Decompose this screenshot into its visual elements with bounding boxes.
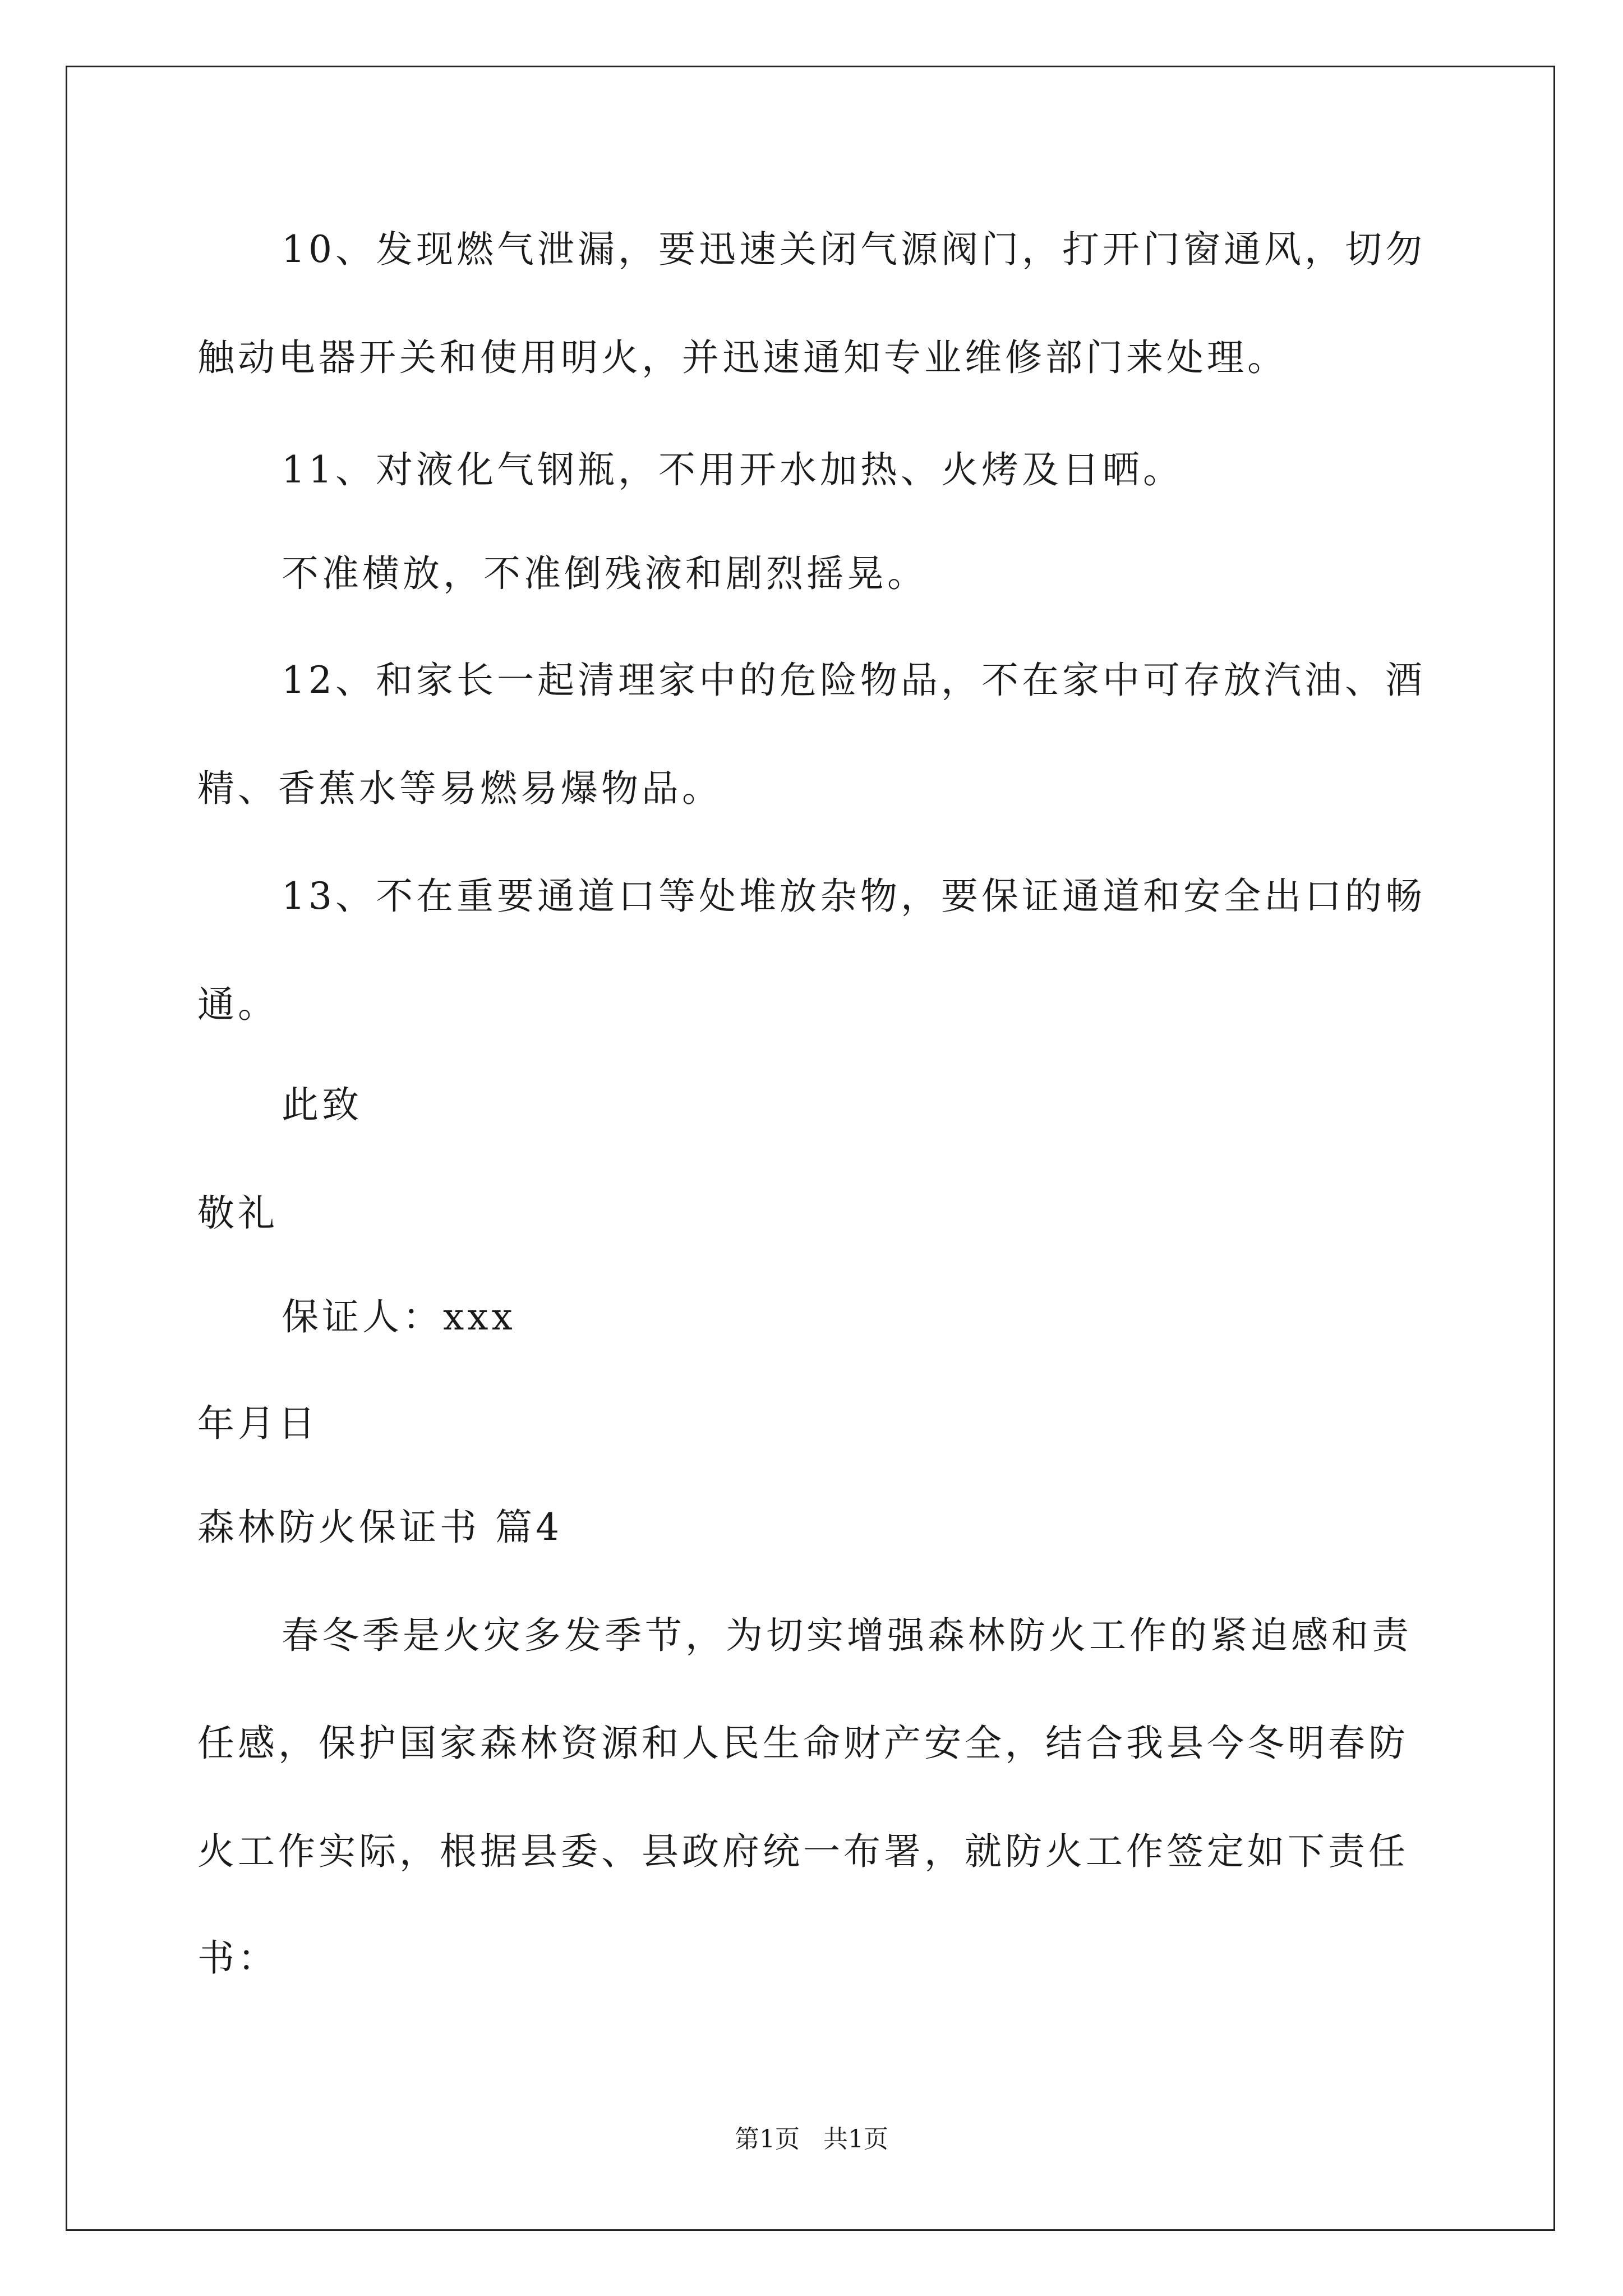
paragraph-line: 不准横放，不准倒残液和剧烈摇晃。: [282, 552, 928, 595]
paragraph-line: 12、和家长一起清理家中的危险物品，不在家中可存放汽油、酒: [282, 659, 1426, 702]
paragraph-line: 触动电器开关和使用明火，并迅速通知专业维修部门来处理。: [197, 336, 1288, 379]
date-line: 年月日: [197, 1402, 319, 1445]
paragraph-line: 通。: [197, 983, 278, 1026]
page-footer: 第1页 共1页: [735, 2125, 888, 2154]
section-heading: 森林防火保证书 篇4: [197, 1506, 562, 1549]
paragraph-line: 11、对液化气钢瓶，不用开水加热、火烤及日晒。: [282, 448, 1183, 491]
paragraph-line: 任感，保护国家森林资源和人民生命财产安全，结合我县今冬明春防: [197, 1722, 1409, 1765]
page-border: [66, 66, 1555, 2231]
guarantor-line: 保证人：xxx: [282, 1295, 516, 1338]
closing-respect: 敬礼: [197, 1191, 278, 1235]
closing-salutation: 此致: [282, 1083, 362, 1126]
paragraph-line: 13、不在重要通道口等处堆放杂物，要保证通道和安全出口的畅: [282, 875, 1426, 918]
paragraph-line: 精、香蕉水等易燃易爆物品。: [197, 767, 722, 810]
paragraph-line: 10、发现燃气泄漏，要迅速关闭气源阀门，打开门窗通风，切勿: [282, 228, 1426, 271]
paragraph-line: 春冬季是火灾多发季节，为切实增强森林防火工作的紧迫感和责: [282, 1614, 1412, 1657]
paragraph-line: 书：: [197, 1936, 278, 1980]
paragraph-line: 火工作实际，根据县委、县政府统一布署，就防火工作签定如下责任: [197, 1830, 1409, 1873]
